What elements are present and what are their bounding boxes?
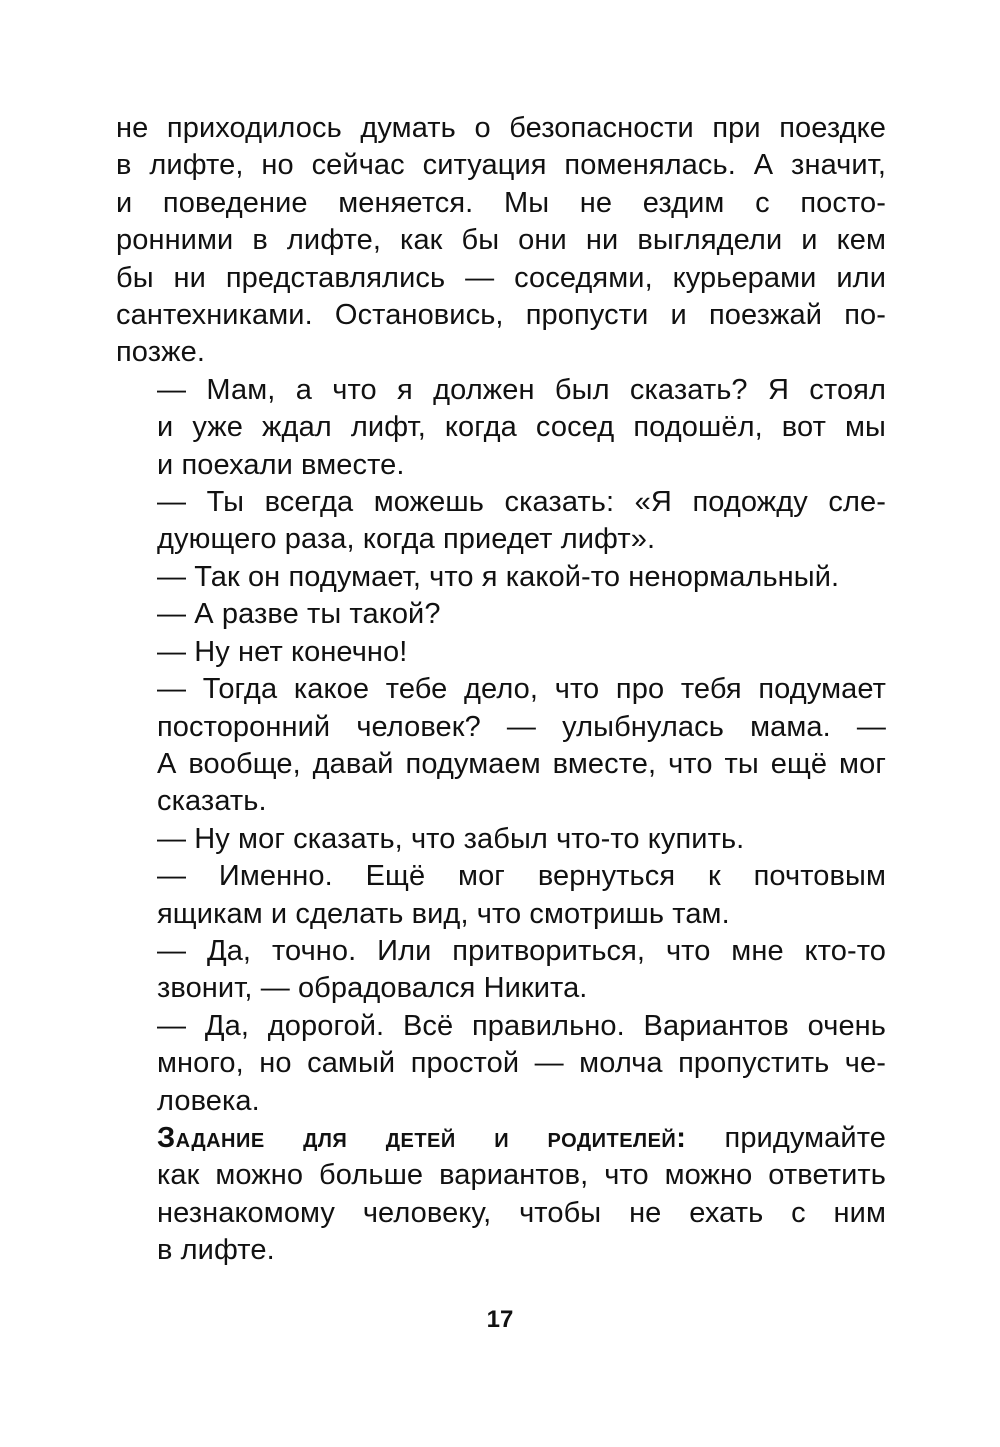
task-first-line <box>116 1120 886 1157</box>
paragraph <box>116 634 886 671</box>
paragraph <box>116 671 886 821</box>
text-line: — Мам, а что я должен был сказать? Я стоял <box>157 373 886 406</box>
text-line: сантехниками. Остановись, пропусти и поезжай по- <box>116 299 886 332</box>
text-line: в лифте, но сейчас ситуация поменялась. А значит, <box>116 149 886 182</box>
text-line: и поехали вместе. <box>157 448 405 481</box>
text-line: сказать. <box>157 785 267 818</box>
paragraph <box>116 484 886 559</box>
text-line: — Ты всегда можешь сказать: «Я подожду сле- <box>157 486 886 519</box>
paragraph <box>116 110 886 372</box>
text-line: — Так он подумает, что я какой-то ненормальный. <box>157 560 840 593</box>
text-line: — Да, точно. Или притвориться, что мне кто-то <box>157 934 886 967</box>
paragraph <box>116 372 886 484</box>
page-number: 17 <box>486 1306 514 1333</box>
task-heading: Задание для детей и родителей: <box>157 1121 687 1154</box>
task-paragraph <box>116 1120 886 1270</box>
task-first-line-rest: придумайте <box>724 1121 886 1154</box>
text-line: А вообще, давай подумаем вместе, что ты ещё мог <box>157 747 886 780</box>
text-line: дующего раза, когда приедет лифт». <box>157 523 656 556</box>
page-body <box>116 110 886 1270</box>
paragraph <box>116 858 886 933</box>
paragraph <box>116 821 886 858</box>
text-line: — Ну мог сказать, что забыл что-то купить. <box>157 822 745 855</box>
paragraph <box>116 559 886 596</box>
paragraph <box>116 596 886 633</box>
text-line: — Да, дорогой. Всё правильно. Вариантов очень <box>157 1009 886 1042</box>
text-line: — Тогда какое тебе дело, что про тебя подумает <box>157 673 886 706</box>
text-line: — Ну нет конечно! <box>157 635 408 668</box>
task-text-line: в лифте. <box>157 1234 275 1267</box>
text-line: посторонний человек? — улыбнулась мама. — <box>157 710 886 743</box>
task-text-line: незнакомому человеку, чтобы не ехать с ним <box>157 1196 886 1229</box>
text-line: — А разве ты такой? <box>157 598 441 631</box>
text-line: ронними в лифте, как бы они ни выглядели и кем <box>116 224 886 257</box>
paragraph <box>116 1008 886 1120</box>
text-line: много, но самый простой — молча пропустить че- <box>157 1047 886 1080</box>
task-text-line: как можно больше вариантов, что можно ответить <box>157 1159 886 1192</box>
text-line: бы ни представлялись — соседями, курьерами или <box>116 261 886 294</box>
text-line: звонит, — обрадовался Никита. <box>157 972 588 1005</box>
text-line: позже. <box>116 336 205 369</box>
text-line: ящикам и сделать вид, что смотришь там. <box>157 897 730 930</box>
text-line: не приходилось думать о безопасности при поездке <box>116 112 886 144</box>
text-line: и уже ждал лифт, когда сосед подошёл, вот мы <box>157 411 886 444</box>
text-line: и поведение меняется. Мы не ездим с посто- <box>116 186 886 219</box>
text-line: — Именно. Ещё мог вернуться к почтовым <box>157 860 886 893</box>
paragraph <box>116 933 886 1008</box>
text-line: ловека. <box>157 1084 260 1117</box>
